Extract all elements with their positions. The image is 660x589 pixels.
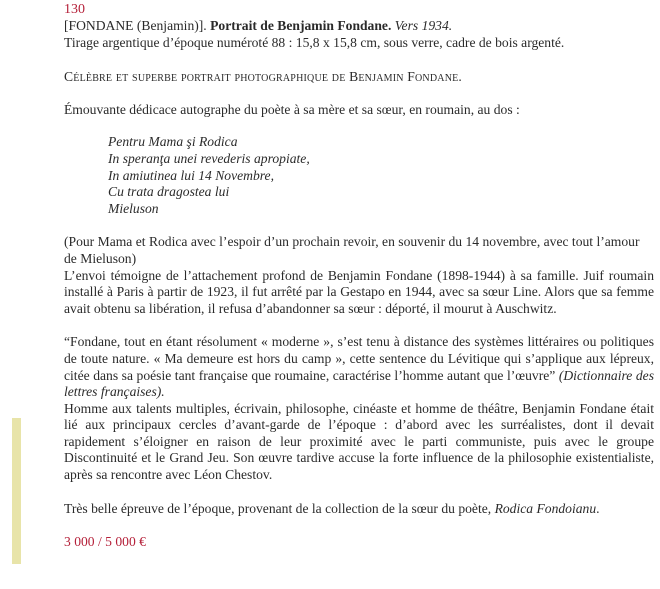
artwork-details: Tirage argentique d’époque numéroté 88 : 15,8 x 15,8 cm, sous verre, cadre de bois argenté. <box>64 34 565 50</box>
quote-source: (Dictionnaire des lettres françaises). <box>64 367 654 400</box>
poem-line: Mieluson <box>108 200 159 216</box>
dedication-poem <box>64 134 654 217</box>
price-estimate: 3 000 / 5 000 € <box>64 534 146 550</box>
poem-line: Cu trata dragostea lui <box>108 184 230 200</box>
provenance <box>64 501 654 518</box>
lot-number: 130 <box>64 2 85 17</box>
entry-subtitle: Célèbre et superbe portrait photographique de Benjamin Fondane. <box>64 69 463 85</box>
artwork-date: Vers 1934. <box>391 18 453 33</box>
quote-text: “Fondane, tout en étant résolument « moderne », s’est tenu à distance des systèmes littéraires ou politiques de toute nature. « Ma demeure est hors du camp », cette sentence du Lévitique qui s’applique aux lépreux, citée dans sa poésie tant française que roumaine, caractérise l’homme autant que l’œuvre” <box>64 334 654 383</box>
biography: L’envoi témoigne de l’attachement profond de Benjamin Fondane (1898-1944) à sa famille. Juif roumain installé à Paris à partir de 1923, il fut arrêté par la Gestapo en 1944, avec sa sœur Line. Alors que sa femme avait obtenu sa libération, il refusa d’abandonner sa sœur : déporté, il mourut à Auschwitz. <box>64 267 654 316</box>
catalogue-entry <box>64 2 654 551</box>
poem-line: In amiutinea lui 14 Novembre, <box>108 167 274 183</box>
provenance-name: Rodica Fondoianu <box>494 500 597 516</box>
career-text: Homme aux talents multiples, écrivain, philosophe, cinéaste et homme de théâtre, Benjamin Fondane était lié aux principaux cercles d’avant-garde de l’époque : d’abord avec les surréalistes, dont il devait rapidement s’éloigner en raison de leur proximité avec le parti communiste, puis avec le groupe Discontinuité et le Grand Jeu. Son œuvre tardive accuse la forte influence de la philosophie existentialiste, après sa rencontre avec Léon Chestov. <box>64 400 654 483</box>
artwork-title: Portrait de Benjamin Fondane. <box>210 18 392 33</box>
translation: (Pour Mama et Rodica avec l’espoir d’un prochain revoir, en souvenir du 14 novembre, avec tout l’amour de Mieluson) <box>64 234 640 266</box>
poem-line: Pentru Mama şi Rodica <box>108 134 238 150</box>
poem-line: In speranţa unei revederis apropiate, <box>108 150 310 166</box>
dedication-intro: Émouvante dédicace autographe du poète à sa mère et sa sœur, en roumain, au dos : <box>64 101 520 117</box>
attribution: [FONDANE (Benjamin)]. <box>64 18 211 33</box>
margin-highlight-bar <box>12 418 21 564</box>
provenance-text: Très belle épreuve de l’époque, provenant de la collection de la sœur du poète, <box>64 500 495 516</box>
entry-heading <box>64 18 654 35</box>
provenance-end: . <box>596 500 600 516</box>
quote-block <box>64 334 654 400</box>
